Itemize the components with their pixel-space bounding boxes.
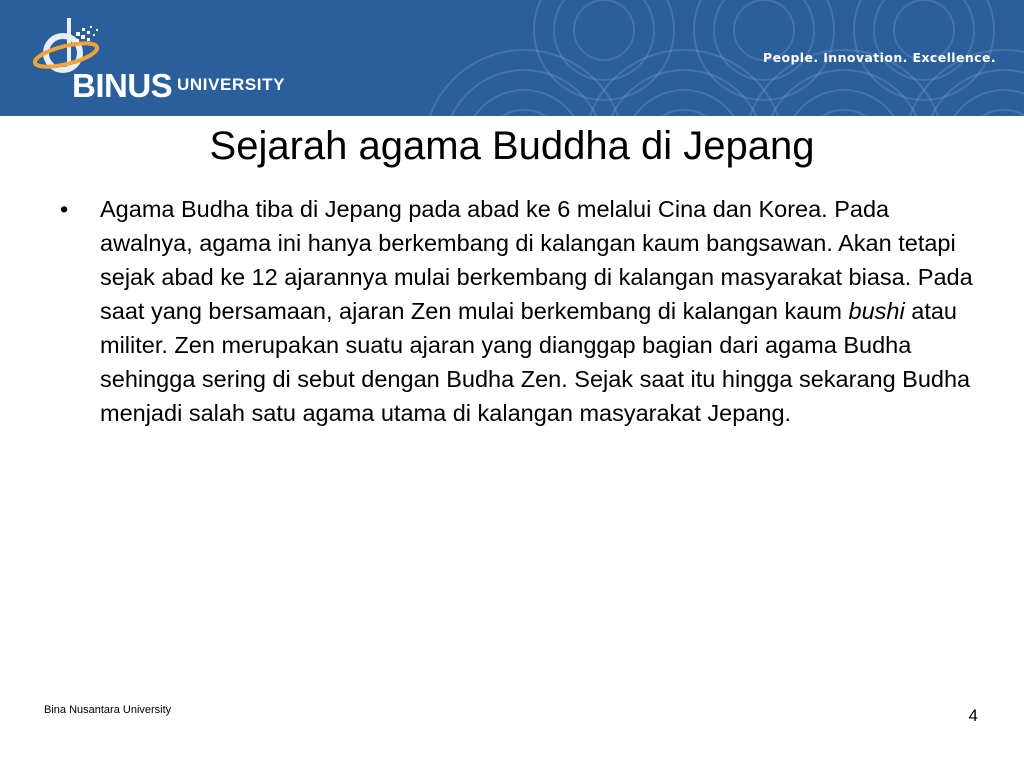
binus-university-logo bbox=[30, 14, 300, 106]
italic-term-bushi: bushi bbox=[848, 298, 905, 324]
bullet-marker: • bbox=[60, 196, 69, 222]
footer-organization: Bina Nusantara University bbox=[44, 704, 172, 716]
logo-binus-text: BINUS bbox=[72, 67, 173, 104]
paragraph-text-end: atau militer. Zen merupakan suatu ajaran yang dianggap bagian dari agama Budha sehingga sering di sebut dengan Budha Zen. Sejak saat itu hingga sekarang Budha menjadi salah satu agama utama di kalangan masyarakat Jepang. bbox=[100, 298, 971, 426]
paragraph-text-start: Agama Budha tiba di Jepang pada abad ke 6 melalui Cina dan Korea. Pada awalnya, agama ini hanya berkembang di kalangan kaum bangsawan. Akan tetapi sejak abad ke 12 ajarannya mulai berkembang di kalangan masyarakat biasa. Pada saat yang bersamaan, ajaran Zen mulai berkembang di kalangan kaum bbox=[100, 196, 973, 324]
page-number: 4 bbox=[968, 706, 978, 725]
header-banner bbox=[0, 0, 1024, 116]
bullet-paragraph bbox=[60, 192, 980, 430]
logo-university-text: UNIVERSITY bbox=[177, 75, 286, 94]
slide-title: Sejarah agama Buddha di Jepang bbox=[209, 124, 815, 168]
tagline: People. Innovation. Excellence. bbox=[763, 50, 996, 65]
bullet-list bbox=[60, 192, 980, 430]
